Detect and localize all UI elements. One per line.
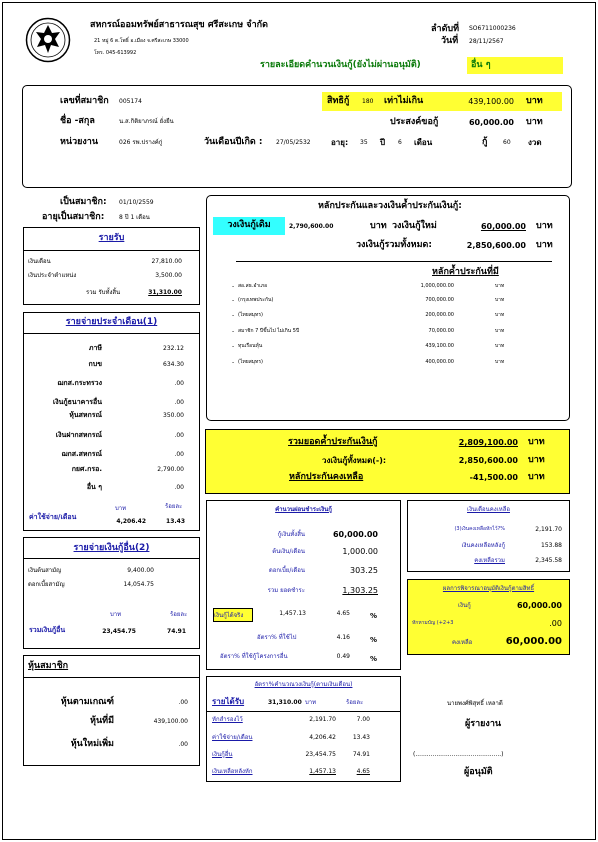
collateral-item-amount: 200,000.00	[425, 312, 454, 318]
expense-row-value: .00	[174, 484, 184, 491]
member-duration-value: 8 ปี 1 เดือน	[119, 214, 150, 221]
installment-row-label: กู้เงินทั้งสิ้น	[277, 531, 305, 538]
share-row-label: หุ้นตามเกณฑ์	[60, 697, 114, 707]
net-salary-row-value: 153.88	[541, 542, 562, 549]
member-since-value: 01/10/2559	[119, 199, 154, 206]
collateral-item-bullet: -	[232, 297, 235, 304]
ratio-row-label: เงินกู้อื่น	[212, 751, 233, 758]
other-loan-row-label: ดอกเบี้ยสามัญ	[28, 581, 65, 588]
rights-baht-label: บาท	[526, 96, 543, 106]
net-loan-value: 1,457.13	[279, 610, 306, 617]
ratio-row-label: หักสำรองไว้	[212, 716, 243, 723]
collateral-item-bullet: -	[232, 312, 235, 319]
expense-row-value: .00	[174, 380, 184, 387]
net-salary-row-value: 2,345.58	[535, 557, 562, 564]
net-loan-pct: 4.65	[336, 610, 350, 617]
collateral-title: หลักประกันและวงเงินค้ำประกันเงินกู้:	[318, 201, 462, 211]
approval-remain-label: คงเหลือ	[452, 639, 473, 646]
expense-row-label: อื่น ๆ	[86, 483, 102, 491]
monthly-expense-title: รายจ่ายประจำเดือน(1)	[65, 317, 158, 327]
ratio-other-pct-sign: %	[370, 655, 378, 663]
installment-row-label: ดอกเบี้ย/เดือน	[268, 567, 305, 574]
ratio-used-pct-sign: %	[370, 636, 378, 644]
collateral-item-name: สอ.สธ.อำเภอ	[238, 283, 268, 289]
collateral-item-unit: บาท	[495, 359, 505, 365]
new-limit-baht: บาท	[536, 221, 553, 231]
installment-row-value: 1,000.00	[342, 547, 378, 556]
collateral-item-amount: 439,100.00	[425, 343, 454, 349]
ratio-row-label: เงินเหลือหลังหัก	[212, 768, 253, 775]
approval-deduct-label: หักหามบัญ (+2+3	[412, 620, 454, 626]
old-limit-label: วงเงินกู้เดิม	[213, 217, 285, 235]
ratio-row-label: ค่าใช้จ่าย/เดือน	[212, 734, 253, 741]
rights-amount: 439,100.00	[468, 97, 514, 106]
all-loan-baht: บาท	[528, 455, 545, 465]
ratio-table-divider	[206, 711, 401, 712]
purpose-label: ประสงค์ขอกู้	[390, 117, 439, 127]
birth-label: วันเดือนปีเกิด :	[204, 137, 263, 147]
collateral-item-name: ทุนเรือนหุ้น	[238, 343, 263, 349]
expense-row-label: หุ้นสหกรณ์	[69, 411, 102, 419]
collateral-total-value: 2,809,100.00	[458, 438, 518, 447]
old-limit-baht: บาท	[370, 221, 387, 231]
other-loan-row-value: 9,400.00	[127, 567, 154, 574]
expense-row-value: 2,790.00	[157, 466, 184, 473]
approval-loan-value: 60,000.00	[516, 601, 562, 610]
ratio-row-pct: 13.43	[352, 734, 370, 741]
expense-baht-col: บาท	[115, 505, 127, 512]
expense-row-value: .00	[174, 432, 184, 439]
collateral-items-title: หลักค้ำประกันที่มี	[432, 267, 499, 277]
income-title: รายรับ	[98, 233, 125, 243]
income-row-label: เงินประจำตำแหน่ง	[28, 272, 77, 279]
collateral-item-unit: บาท	[495, 343, 505, 349]
member-no-label: เลขที่สมาชิก	[60, 96, 109, 106]
birth-value: 27/05/2532	[276, 139, 311, 146]
ratio-row-pct: 7.00	[356, 716, 370, 723]
expense-row-label: เงินกู้ธนาคารอื่น	[52, 398, 102, 406]
other-loans-total-label: รวมเงินกู้อื่น	[29, 626, 66, 634]
loan-label: กู้	[482, 137, 488, 147]
net-salary-row-label: คงเหลือรวม	[474, 557, 505, 564]
income-row-value: 27,810.00	[151, 258, 182, 265]
net-salary-title: เงินเดือนคงเหลือ	[467, 506, 510, 513]
installment-panel	[206, 500, 401, 670]
collateral-remain-baht: บาท	[528, 472, 545, 482]
total-limit-baht: บาท	[536, 240, 553, 250]
collateral-remain-value: -41,500.00	[469, 473, 518, 482]
ratio-row-pct: 74.91	[352, 751, 370, 758]
net-loan-pct-sign: %	[370, 612, 378, 620]
member-no-value: 005174	[119, 98, 142, 105]
expense-total-pct: 13.43	[166, 518, 185, 525]
income-row-label: เงินเดือน	[28, 258, 51, 265]
seq-value: SO6711000236	[469, 25, 516, 32]
other-loan-row-value: 14,054.75	[123, 581, 154, 588]
new-limit-value: 60,000.00	[480, 222, 526, 231]
collateral-item-name: สมาชิก 7 ปีขึ้นไป ไม่เกิน 5ปี	[238, 328, 300, 334]
ratio-other-value: 0.49	[336, 653, 350, 660]
ratio-income-label: รายได้รับ	[212, 697, 245, 706]
name-label: ชื่อ -สกุล	[60, 116, 95, 126]
unit-value: 026 รพ.ปรางค์กู่	[119, 139, 163, 146]
share-row-value: .00	[178, 741, 188, 748]
collateral-item-unit: บาท	[495, 312, 505, 318]
reporter-name: นายพงศ์พิสุทธิ์ เหลาดี	[447, 700, 503, 707]
collateral-item-unit: บาท	[495, 283, 505, 289]
ratio-row-pct: 4.65	[356, 768, 370, 775]
expense-row-value: 350.00	[163, 412, 184, 419]
income-total-label: รวม รับทั้งสิ้น	[86, 289, 121, 296]
unit-label: หน่วยงาน	[60, 137, 99, 147]
ratio-income-value: 31,310.00	[268, 699, 302, 706]
approver-signature-line: (.............................................)	[413, 751, 504, 758]
other-loans-baht-col: บาท	[110, 611, 122, 618]
seq-label: ลำดับที่	[431, 24, 460, 34]
periods-label: งวด	[528, 138, 542, 147]
years-label: ปี	[380, 138, 386, 147]
approval-title: ผลการพิจารณาอนุมัติเงินกู้ตามสิทธิ์	[442, 585, 535, 592]
expense-row-value: 634.30	[163, 361, 184, 368]
collateral-total-baht: บาท	[528, 437, 545, 447]
expense-row-label: ภาษี	[88, 344, 102, 352]
collateral-item-amount: 70,000.00	[428, 328, 454, 334]
reporter-label: ผู้รายงาน	[465, 719, 502, 729]
income-row-value: 3,500.00	[155, 272, 182, 279]
shares-title: หุ้นสมาชิก	[28, 661, 69, 671]
net-salary-row-value: 2,191.70	[535, 526, 562, 533]
all-loan-value: 2,850,600.00	[458, 456, 518, 465]
net-loan-label: เงินกู้ได้จริง	[213, 608, 253, 622]
expense-row-value: .00	[174, 399, 184, 406]
other-loans-divider	[23, 558, 200, 559]
expense-row-value: 232.12	[163, 345, 184, 352]
ratio-used-value: 4.16	[336, 634, 350, 641]
collateral-item-amount: 1,000,000.00	[420, 283, 454, 289]
income-divider	[23, 250, 200, 251]
ratio-row-value: 4,206.42	[309, 734, 336, 741]
collateral-item-amount: 400,000.00	[425, 359, 454, 365]
purpose-amount: 60,000.00	[468, 118, 514, 127]
expense-pct-col: ร้อยละ	[165, 503, 183, 510]
age-months-value: 6	[398, 139, 402, 146]
installment-row-value: 303.25	[350, 566, 378, 575]
age-years-value: 35	[360, 139, 368, 146]
date-label: วันที่	[441, 36, 459, 46]
loan-periods-value: 60	[503, 139, 511, 146]
ratio-row-value: 2,191.70	[309, 716, 336, 723]
collateral-total-label: รวมยอดค้ำประกันเงินกู้	[288, 437, 378, 447]
collateral-remain-label: หลักประกันคงเหลือ	[289, 472, 364, 482]
collateral-item-bullet: -	[232, 343, 235, 350]
installment-row-label: ต้นเงิน/เดือน	[272, 548, 305, 555]
installment-row-label: รวม ยอดชำระ	[267, 587, 305, 594]
share-row-label: หุ้นใหม่เพิ่ม	[70, 739, 114, 749]
share-row-value: .00	[178, 699, 188, 706]
not-exceed-label: เท่าไม่เกิน	[384, 96, 424, 106]
collateral-item-bullet: -	[232, 283, 235, 290]
rights-value: 180	[362, 98, 374, 105]
expense-row-label: ฌกส.กระทรวง	[57, 379, 102, 387]
new-limit-label: วงเงินกู้ใหม่	[392, 221, 437, 231]
monthly-expense-divider	[23, 333, 200, 334]
approval-remain-value: 60,000.00	[505, 636, 562, 647]
ratio-row-value: 23,454.75	[305, 751, 336, 758]
other-loans-total-value: 23,454.75	[102, 628, 136, 635]
purpose-baht-label: บาท	[526, 117, 543, 127]
org-address: 21 หมู่ 6 ต.โพธิ์ อ.เมือง จ.ศรีสะเกษ 33000	[94, 38, 189, 44]
page-title: รายละเอียดคำนวนเงินกู้(ยังไม่ผ่านอนุมัติ)	[260, 60, 421, 70]
expense-row-value: .00	[174, 451, 184, 458]
ratio-used-label: อัตรา% ที่ใช้ไป	[257, 634, 297, 641]
all-loan-label: วงเงินกู้ทั้งหมด(-):	[322, 456, 387, 465]
ratio-pct-col: ร้อยละ	[346, 699, 364, 706]
member-duration-label: อายุเป็นสมาชิก:	[42, 212, 105, 222]
collateral-divider	[236, 261, 552, 262]
approval-deduct-value: .00	[549, 619, 562, 628]
income-total-value: 31,310.00	[148, 289, 182, 296]
expense-row-label: กบข	[88, 360, 102, 368]
other-loan-row-label: เงินต้นสามัญ	[28, 567, 62, 574]
installment-title: คำนวนผ่อนชำระเงินกู้	[275, 506, 332, 513]
ratio-row-value: 1,457.13	[309, 768, 336, 775]
collateral-item-name: (ไทยสมุทร)	[238, 312, 263, 318]
approver-label: ผู้อนุมัติ	[464, 767, 493, 777]
org-phone: โทร. 045-613992	[94, 50, 137, 56]
share-row-value: 439,100.00	[153, 718, 188, 725]
expense-total-value: 4,206.42	[116, 518, 146, 525]
other-loans-pct-col: ร้อยละ	[170, 611, 188, 618]
expense-row-label: ฌกส.สหกรณ์	[61, 450, 102, 458]
shares-divider	[23, 677, 200, 678]
collateral-item-name: (กรุงเทพประกัน)	[238, 297, 274, 303]
age-label: อายุ:	[331, 138, 349, 147]
ratio-table-title: อัตรา%คำนวณวงเงินกู้(ตามเงินเดือน)	[254, 681, 353, 688]
installment-row-value: 1,303.25	[342, 586, 378, 595]
old-limit-value: 2,790,600.00	[289, 223, 334, 230]
other-loans-title: รายจ่ายเงินกู้อื่น(2)	[73, 543, 150, 553]
expense-row-label: เงินฝากสหกรณ์	[55, 431, 102, 439]
months-label: เดือน	[414, 138, 433, 147]
total-limit-label: วงเงินกู้รวมทั้งหมด:	[356, 240, 432, 250]
expense-row-label: กยศ.กรอ.	[71, 465, 102, 473]
ratio-other-label: อัตรา% ที่ใช้กู้โครงการอื่น	[220, 653, 288, 660]
member-since-label: เป็นสมาชิก:	[60, 197, 107, 207]
collateral-item-bullet: -	[232, 359, 235, 366]
loan-type-badge: อื่น ๆ	[467, 57, 563, 74]
approval-loan-label: เงินกู้	[458, 602, 471, 609]
share-row-label: หุ้นที่มี	[90, 716, 114, 726]
collateral-item-unit: บาท	[495, 297, 505, 303]
other-loans-total-pct: 74.91	[167, 628, 186, 635]
rights-label: สิทธิกู้	[327, 96, 350, 106]
collateral-item-bullet: -	[232, 328, 235, 335]
member-name-value: น.ส.กิติยาภรณ์ ยั่งยืน	[119, 118, 174, 125]
collateral-item-unit: บาท	[495, 328, 505, 334]
ratio-table-panel	[206, 676, 401, 782]
shares-panel	[23, 655, 200, 766]
total-limit-value: 2,850,600.00	[466, 241, 526, 250]
org-name: สหกรณ์ออมทรัพย์สาธารณสุข ศรีสะเกษ จำกัด	[90, 20, 268, 30]
net-salary-row-label: (3)เงินคงเหลือหักไว้?%	[454, 526, 505, 532]
collateral-item-amount: 700,000.00	[425, 297, 454, 303]
org-logo-icon	[25, 17, 71, 63]
expense-total-label: ค่าใช้จ่าย/เดือน	[29, 513, 77, 521]
ratio-baht-col: บาท	[305, 699, 317, 706]
date-value: 28/11/2567	[469, 38, 504, 45]
collateral-item-name: (ไทยสมุทร)	[238, 359, 263, 365]
installment-row-value: 60,000.00	[332, 530, 378, 539]
net-salary-row-label: เงินคงเหลือหลังกู้	[461, 542, 505, 549]
